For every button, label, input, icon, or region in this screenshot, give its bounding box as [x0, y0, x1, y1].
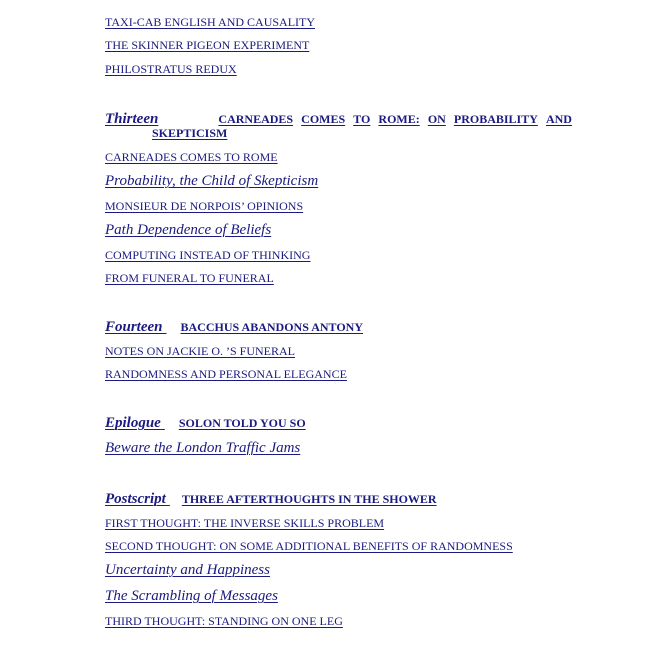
- toc-link-skinner-pigeon[interactable]: THE SKINNER PIGEON EXPERIMENT: [105, 38, 310, 52]
- chapter-number[interactable]: Fourteen: [105, 319, 163, 335]
- title-word[interactable]: ON: [427, 112, 446, 126]
- toc-link[interactable]: MONSIEUR DE NORPOIS’ OPINIONS: [105, 199, 304, 213]
- toc-link-taxi-cab[interactable]: TAXI-CAB ENGLISH AND CAUSALITY: [105, 15, 316, 29]
- toc-link-philostratus[interactable]: PHILOSTRATUS REDUX: [105, 62, 237, 76]
- toc-link[interactable]: CARNEADES COMES TO ROME: [105, 150, 278, 164]
- chapter-title[interactable]: BACCHUS ABANDONS ANTONY: [180, 320, 363, 334]
- chapter-fourteen-heading[interactable]: [105, 318, 363, 336]
- toc-link[interactable]: COMPUTING INSTEAD OF THINKING: [105, 248, 311, 262]
- chapter-gap[interactable]: [161, 414, 179, 432]
- toc-link[interactable]: RANDOMNESS AND PERSONAL ELEGANCE: [105, 367, 347, 381]
- epilogue-heading[interactable]: [105, 414, 306, 432]
- chapter-number[interactable]: Thirteen: [105, 111, 159, 127]
- toc-link[interactable]: Path Dependence of Beliefs: [105, 222, 272, 238]
- chapter-gap[interactable]: [166, 490, 182, 508]
- title-word[interactable]: CARNEADES: [218, 112, 294, 126]
- toc-link[interactable]: FIRST THOUGHT: THE INVERSE SKILLS PROBLEM: [105, 516, 385, 530]
- chapter-thirteen-heading[interactable]: [105, 111, 572, 141]
- chapter-title[interactable]: THREE AFTERTHOUGHTS IN THE SHOWER: [181, 492, 437, 506]
- chapter-gap[interactable]: [163, 318, 181, 336]
- title-word[interactable]: ROME:: [378, 112, 420, 126]
- toc-link[interactable]: THIRD THOUGHT: STANDING ON ONE LEG: [105, 614, 343, 628]
- title-word[interactable]: COMES: [301, 112, 346, 126]
- chapter-number[interactable]: Postscript: [105, 491, 166, 507]
- chapter-title-line2[interactable]: SKEPTICISM: [152, 126, 228, 140]
- chapter-number[interactable]: Epilogue: [105, 415, 161, 431]
- toc-link[interactable]: Beware the London Traffic Jams: [105, 440, 301, 456]
- postscript-heading[interactable]: [105, 490, 437, 508]
- toc-link[interactable]: Probability, the Child of Skepticism: [105, 173, 319, 189]
- chapter-title[interactable]: SOLON TOLD YOU SO: [178, 416, 306, 430]
- title-word[interactable]: TO: [353, 112, 371, 126]
- title-word[interactable]: AND: [545, 112, 572, 126]
- title-word[interactable]: PROBABILITY: [453, 112, 538, 126]
- toc-link[interactable]: The Scrambling of Messages: [105, 588, 278, 604]
- toc-link[interactable]: SECOND THOUGHT: ON SOME ADDITIONAL BENEFITS OF RANDOMNESS: [105, 539, 513, 553]
- toc-link[interactable]: FROM FUNERAL TO FUNERAL: [105, 271, 274, 285]
- toc-link[interactable]: Uncertainty and Happiness: [105, 562, 270, 578]
- toc-link[interactable]: NOTES ON JACKIE O. ’S FUNERAL: [105, 344, 296, 358]
